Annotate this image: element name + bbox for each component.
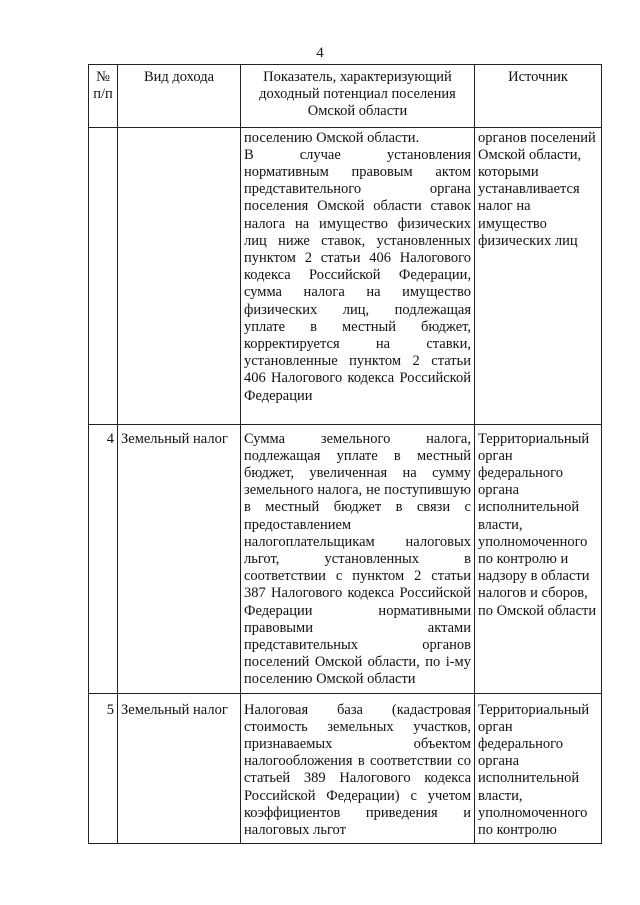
row-num: 5: [89, 693, 118, 844]
row-indicator: [241, 693, 475, 844]
table-row: [89, 127, 602, 424]
source-text: Территориальный орган федерального органа исполнительной власти, уполномоченного по контролю: [478, 701, 590, 839]
row-type: Земельный налог: [118, 693, 241, 844]
header-source: [475, 65, 602, 128]
row-type: [118, 127, 241, 424]
row-indicator: [241, 127, 475, 424]
header-source-label: Источник: [508, 69, 568, 85]
table-row: [89, 424, 602, 693]
row-source: [475, 693, 602, 844]
row-source: [475, 424, 602, 693]
table-row: [89, 693, 602, 844]
header-num: [89, 65, 118, 128]
page-number: 4: [316, 45, 324, 61]
source-text: Территориальный орган федерального органа исполнительной власти, уполномоченного по контролю и надзору в области налогов и сборов, по Омской области: [478, 430, 597, 619]
revenue-table: [88, 64, 602, 844]
source-text: органов поселений Омской области, которыми устанавливается налог на имущество физических лиц: [478, 129, 596, 249]
indicator-text: Налоговая база (кадастровая стоимость земельных участков, признаваемых объектом налогообложения в соответствии со статьей 389 Налогового кодекса Российской Федерации) с учетом коэффициентов приведения и налоговых льгот: [244, 701, 471, 839]
header-indicator-label: Показатель, характеризующий доходный потенциал поселения Омской области: [259, 69, 456, 120]
row-num: [89, 127, 118, 424]
header-type: [118, 65, 241, 128]
table-header-row: [89, 65, 602, 128]
row-type: Земельный налог: [118, 424, 241, 693]
indicator-continued-line: поселению Омской области.: [244, 129, 420, 146]
header-indicator: [241, 65, 475, 128]
indicator-text: В случае установления нормативным правовым актом представительного органа поселения Омской области ставок налога на имущество физических лиц ниже ставок, установленных пунктом 2 статьи 406 Налогового кодекса Российской Федерации, сумма налога на имущество физических лиц, подлежащая уплате в местный бюджет, корректируется на ставки, установленные пунктом 2 статьи 406 Налогового кодекса Российской Федерации: [244, 146, 471, 404]
row-indicator: [241, 424, 475, 693]
header-type-label: Вид дохода: [143, 69, 215, 85]
row-source: [475, 127, 602, 424]
header-num-label: № п/п: [93, 69, 113, 103]
row-num: 4: [89, 424, 118, 693]
indicator-text: Сумма земельного налога, подлежащая уплате в местный бюджет, увеличенная на сумму земельного налога, не поступившую в местный бюджет в связи с предоставлением налогоплательщикам налоговых льгот, установленных в соответствии с пунктом 2 статьи 387 Налогового кодекса Российской Федерации нормативными правовыми актами представительных органов поселений Омской области, по i-му поселению Омской области: [244, 430, 471, 688]
